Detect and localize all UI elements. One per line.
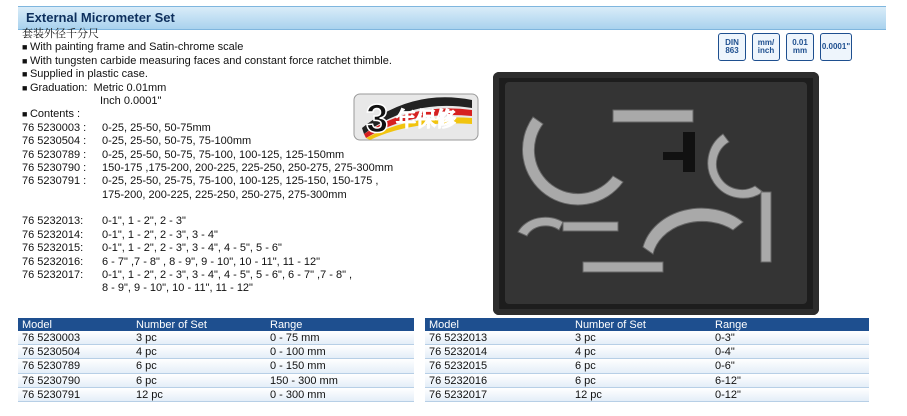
- cell-number-of-set: 4 pc: [136, 346, 157, 359]
- cell-range: 0 - 150 mm: [270, 360, 326, 373]
- model-code: 76 5232013:: [22, 215, 84, 228]
- ranges-text: 8 - 9", 9 - 10", 10 - 11", 11 - 12": [102, 282, 253, 295]
- subtitle-cn: 套装外径千分尺: [22, 28, 99, 40]
- col-range: Range: [715, 319, 748, 331]
- cell-number-of-set: 12 pc: [136, 388, 163, 401]
- cell-model: 76 5232017: [429, 388, 488, 401]
- cell-model: 76 5230003: [22, 332, 81, 344]
- ranges-text: 0-25, 25-50, 25-75, 75-100, 100-125, 125-150, 150-175 ,: [102, 175, 379, 188]
- cell-number-of-set: 3 pc: [575, 332, 596, 344]
- cell-model: 76 5230504: [22, 346, 81, 359]
- spec-badges: [718, 33, 852, 61]
- cell-number-of-set: 6 pc: [136, 374, 157, 387]
- metric-table-header: [18, 318, 414, 331]
- model-code: 76 5232014:: [22, 228, 84, 241]
- ranges-text: 0-1", 1 - 2", 2 - 3", 3 - 4", 4 - 5", 5 - 6", 6 - 7" ,7 - 8" ,: [102, 269, 353, 282]
- logo-number: 3: [366, 97, 389, 141]
- col-model: Model: [22, 319, 52, 331]
- contents-row: [22, 162, 393, 175]
- cell-number-of-set: 6 pc: [575, 374, 596, 387]
- table-row: [425, 388, 869, 402]
- cell-model: 76 5232015: [429, 360, 488, 373]
- spacer: [22, 202, 393, 215]
- graduation-row: [22, 82, 393, 95]
- cell-model: 76 5230789: [22, 360, 81, 373]
- contents-row: [22, 282, 393, 295]
- cell-range: 0 - 100 mm: [270, 346, 326, 359]
- cell-range: 0-4": [715, 346, 735, 359]
- cell-range: 0 - 75 mm: [270, 332, 320, 344]
- graduation-label: Graduation:: [29, 81, 88, 94]
- bullet-2: ■ With tungsten carbide measuring faces and constant force ratchet thimble.: [22, 55, 393, 68]
- inch-contents-list: [22, 215, 393, 295]
- logo-text: 年保修: [396, 107, 456, 131]
- table-row: [18, 374, 414, 388]
- inch-table: [425, 318, 869, 402]
- model-code: 76 5230504 :: [22, 135, 87, 148]
- bullet-3: ■ Supplied in plastic case.: [22, 68, 393, 81]
- table-row: [425, 331, 869, 345]
- contents-row: [22, 149, 393, 162]
- cell-range: 0-3": [715, 332, 735, 344]
- cell-range: 150 - 300 mm: [270, 374, 338, 387]
- table-row: [425, 374, 869, 388]
- contents-row: [22, 122, 393, 135]
- col-number-of-set: Number of Set: [136, 319, 207, 331]
- col-range: Range: [270, 319, 303, 331]
- resolution-inch-badge: 0.0001": [820, 33, 852, 61]
- ranges-text: 0-1", 1 - 2", 2 - 3": [102, 215, 186, 228]
- cell-model: 76 5230790: [22, 374, 81, 387]
- cell-number-of-set: 12 pc: [575, 388, 602, 401]
- contents-row: [22, 175, 393, 188]
- ranges-text: 150-175 ,175-200, 200-225, 225-250, 250-275, 275-300mm: [102, 161, 394, 174]
- contents-row: [22, 242, 393, 255]
- din-badge: DIN 863: [718, 33, 746, 61]
- metric-table: [18, 318, 414, 402]
- cell-range: 0-6": [715, 360, 735, 373]
- table-row: [425, 359, 869, 373]
- cell-number-of-set: 6 pc: [575, 360, 596, 373]
- model-code: 76 5230789 :: [22, 148, 87, 161]
- ranges-text: 6 - 7" ,7 - 8" , 8 - 9", 9 - 10", 10 - 11", 11 - 12": [102, 255, 321, 268]
- cell-number-of-set: 4 pc: [575, 346, 596, 359]
- bullet-1: ■ With painting frame and Satin-chrome scale: [22, 41, 393, 54]
- table-row: [18, 331, 414, 345]
- ranges-text: 0-25, 25-50, 50-75, 75-100, 100-125, 125-150mm: [102, 148, 345, 161]
- cell-number-of-set: 6 pc: [136, 360, 157, 373]
- inch-table-header: [425, 318, 869, 331]
- description-block: [22, 28, 393, 296]
- model-code: 76 5232017:: [22, 269, 84, 282]
- contents-label: ■ Contents :: [22, 108, 393, 121]
- table-row: [18, 388, 414, 402]
- cell-range: 0-12": [715, 388, 741, 401]
- model-code: 76 5232015:: [22, 242, 84, 255]
- model-code: 76 5230791 :: [22, 175, 87, 188]
- contents-row: [22, 189, 393, 202]
- contents-row: [22, 269, 393, 282]
- ranges-text: 0-25, 25-50, 50-75, 75-100mm: [102, 135, 252, 148]
- model-code: 76 5232016:: [22, 255, 84, 268]
- cell-range: 0 - 300 mm: [270, 388, 326, 401]
- ranges-text: 0-25, 25-50, 50-75mm: [102, 121, 211, 134]
- cell-range: 6-12": [715, 374, 741, 387]
- table-row: [18, 345, 414, 359]
- resolution-mm-badge: 0.01 mm: [786, 33, 814, 61]
- graduation-metric: Metric 0.01mm: [93, 81, 167, 94]
- cell-model: 76 5232013: [429, 332, 488, 344]
- table-row: [425, 345, 869, 359]
- ranges-text: 175-200, 200-225, 225-250, 250-275, 275-300mm: [102, 188, 347, 201]
- warranty-logo: [352, 88, 480, 144]
- col-model: Model: [429, 319, 459, 331]
- cell-model: 76 5232016: [429, 374, 488, 387]
- page-title: External Micrometer Set: [26, 10, 175, 25]
- ranges-text: 0-1", 1 - 2", 2 - 3", 3 - 4": [102, 228, 218, 241]
- product-photo: [493, 72, 819, 315]
- cell-model: 76 5230791: [22, 388, 81, 401]
- contents-row: [22, 135, 393, 148]
- model-code: 76 5230003 :: [22, 121, 87, 134]
- ranges-text: 0-1", 1 - 2", 2 - 3", 3 - 4", 4 - 5", 5 - 6": [102, 242, 282, 255]
- contents-row: [22, 256, 393, 269]
- model-code: 76 5230790 :: [22, 161, 87, 174]
- graduation-inch: Inch 0.0001": [100, 94, 162, 107]
- micrometers-illustration: [493, 72, 819, 315]
- mm-inch-badge: mm/ inch: [752, 33, 780, 61]
- table-row: [18, 359, 414, 373]
- col-number-of-set: Number of Set: [575, 319, 646, 331]
- cell-model: 76 5232014: [429, 346, 488, 359]
- contents-row: [22, 229, 393, 242]
- title-bar: [18, 6, 886, 30]
- cell-number-of-set: 3 pc: [136, 332, 157, 344]
- metric-contents-list: [22, 122, 393, 202]
- contents-row: [22, 215, 393, 228]
